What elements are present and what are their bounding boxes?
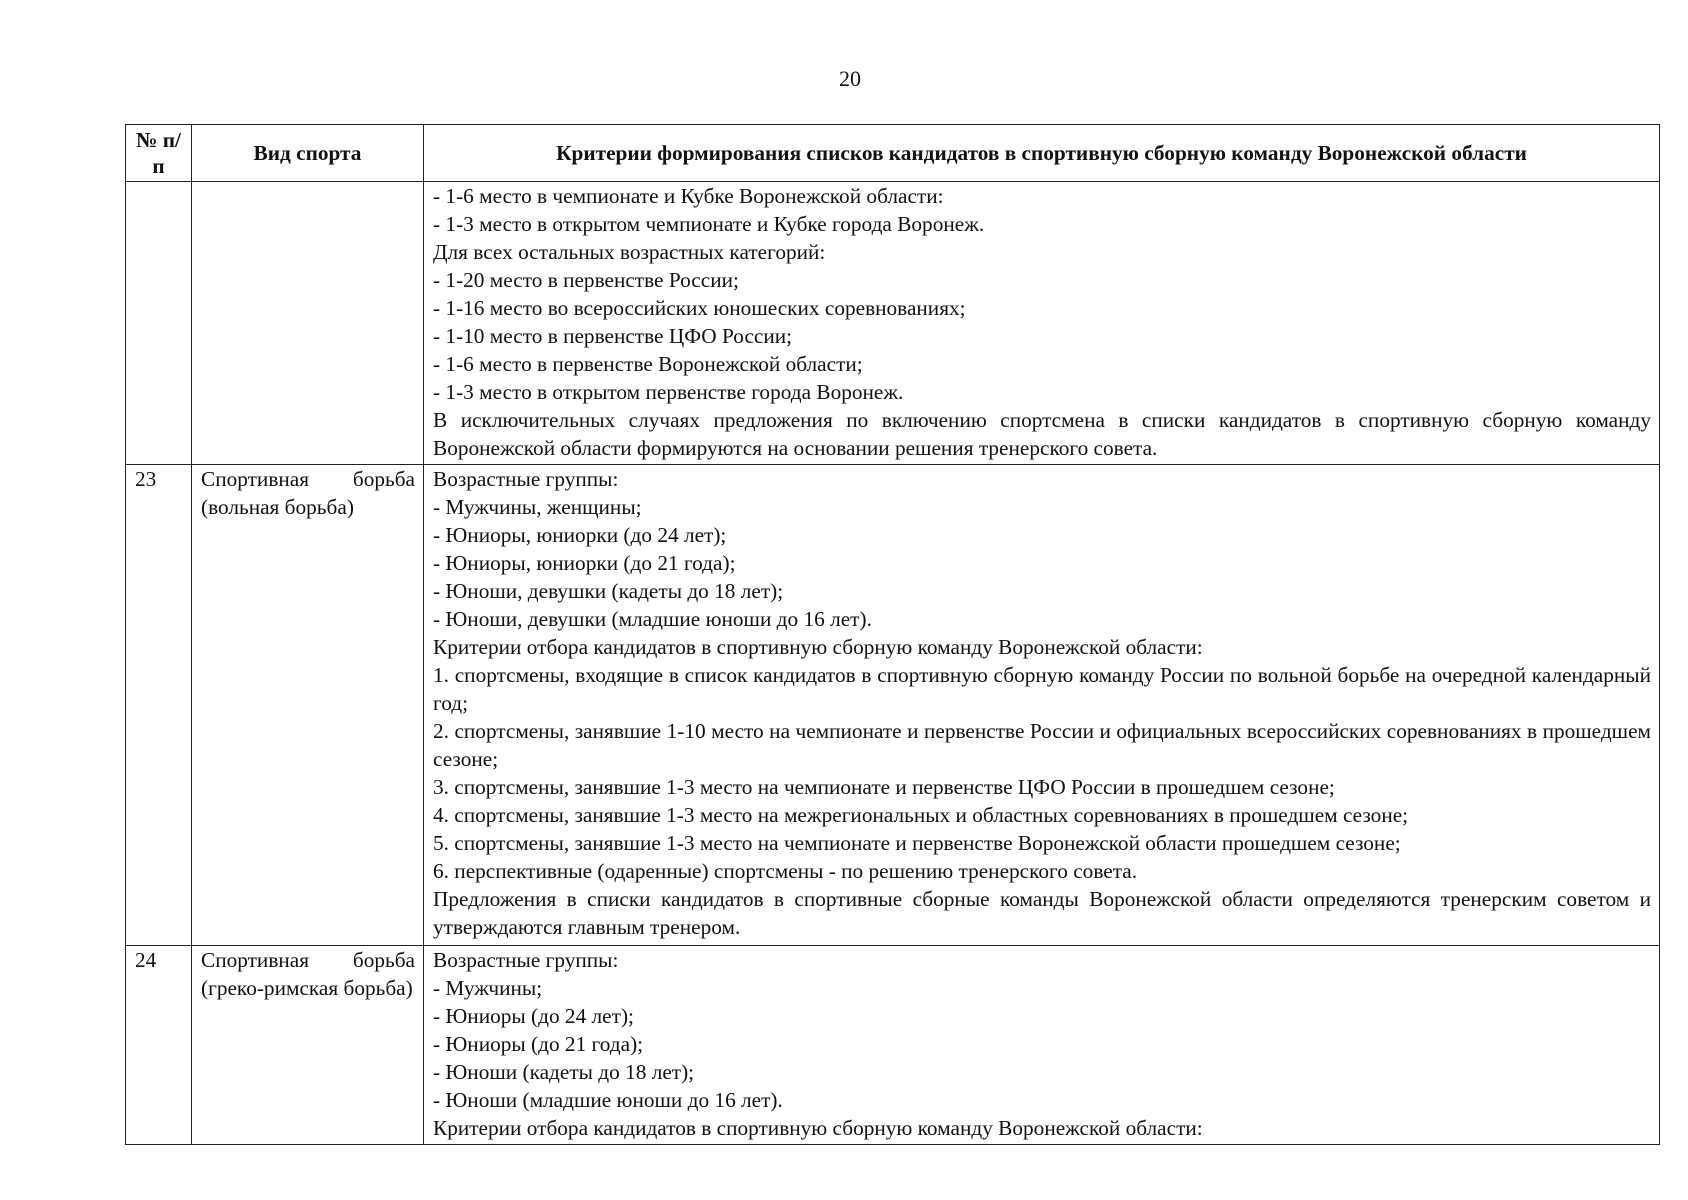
criteria-table xyxy=(125,124,1660,1145)
criteria-line: - 1-6 место в чемпионате и Кубке Воронежской области: xyxy=(433,184,944,208)
sport-name: Спортивная борьба (греко-римская борьба) xyxy=(192,946,424,1145)
criteria-line: - Юниоры, юниорки (до 21 года); xyxy=(433,551,736,575)
criteria-line: - Юниоры, юниорки (до 24 лет); xyxy=(433,523,727,547)
criteria-line: Возрастные группы: xyxy=(433,467,619,491)
criteria-line: - Юноши (младшие юноши до 16 лет). xyxy=(433,1088,783,1112)
criteria-cell xyxy=(424,465,1660,946)
criteria-line: - 1-16 место во всероссийских юношеских соревнованиях; xyxy=(433,296,966,320)
criteria-line: - 1-6 место в первенстве Воронежской области; xyxy=(433,352,863,376)
row-number xyxy=(126,182,192,465)
row-number: 23 xyxy=(126,465,192,946)
table-row xyxy=(126,182,1660,465)
criteria-line: - Юниоры (до 24 лет); xyxy=(433,1004,634,1028)
criteria-line: Предложения в списки кандидатов в спортивные сборные команды Воронежской области определяются тренерским советом и утверждаются главным тренером. xyxy=(433,887,1651,939)
criteria-line: 4. спортсмены, занявшие 1-3 место на межрегиональных и областных соревнованиях в прошедшем сезоне; xyxy=(433,803,1409,827)
header-criteria: Критерии формирования списков кандидатов в спортивную сборную команду Воронежской области xyxy=(424,125,1660,182)
header-sport: Вид спорта xyxy=(192,125,424,182)
criteria-line: Критерии отбора кандидатов в спортивную сборную команду Воронежской области: xyxy=(433,1116,1203,1140)
criteria-line: Для всех остальных возрастных категорий: xyxy=(433,240,826,264)
criteria-line: - 1-3 место в открытом чемпионате и Кубке города Воронеж. xyxy=(433,212,985,236)
sport-name: Спортивная борьба (вольная борьба) xyxy=(192,465,424,946)
header-number: № п/п xyxy=(126,125,192,182)
criteria-line: 5. спортсмены, занявшие 1-3 место на чемпионате и первенстве Воронежской области прошедшем сезоне; xyxy=(433,831,1401,855)
table-header xyxy=(126,125,1660,182)
criteria-line: - Юноши, девушки (кадеты до 18 лет); xyxy=(433,579,784,603)
criteria-line: Возрастные группы: xyxy=(433,948,619,972)
header-row xyxy=(126,125,1660,182)
criteria-cell xyxy=(424,946,1660,1145)
criteria-line: 1. спортсмены, входящие в список кандидатов в спортивную сборную команду России по вольной борьбе на очередной календарный год; xyxy=(433,663,1651,715)
criteria-line: - Юноши, девушки (младшие юноши до 16 лет). xyxy=(433,607,872,631)
criteria-line: В исключительных случаях предложения по включению спортсмена в списки кандидатов в спортивную сборную команду Воронежской области формируются на основании решения тренерского совета. xyxy=(433,408,1651,460)
criteria-line: - Мужчины, женщины; xyxy=(433,495,642,519)
table-row xyxy=(126,946,1660,1145)
criteria-line: - 1-10 место в первенстве ЦФО России; xyxy=(433,324,793,348)
criteria-line: 2. спортсмены, занявшие 1-10 место на чемпионате и первенстве России и официальных всероссийских соревнованиях в прошедшем сезоне; xyxy=(433,719,1651,771)
criteria-line: - Юноши (кадеты до 18 лет); xyxy=(433,1060,695,1084)
page-number: 20 xyxy=(839,66,861,91)
criteria-line: - Юниоры (до 21 года); xyxy=(433,1032,644,1056)
criteria-line: - 1-20 место в первенстве России; xyxy=(433,268,739,292)
criteria-line: 6. перспективные (одаренные) спортсмены - по решению тренерского совета. xyxy=(433,859,1138,883)
criteria-line: - 1-3 место в открытом первенстве города Воронеж. xyxy=(433,380,904,404)
criteria-line: 3. спортсмены, занявшие 1-3 место на чемпионате и первенстве ЦФО России в прошедшем сезоне; xyxy=(433,775,1335,799)
criteria-line: Критерии отбора кандидатов в спортивную сборную команду Воронежской области: xyxy=(433,635,1203,659)
sport-name xyxy=(192,182,424,465)
table-row xyxy=(126,465,1660,946)
row-number: 24 xyxy=(126,946,192,1145)
criteria-line: - Мужчины; xyxy=(433,976,543,1000)
criteria-cell xyxy=(424,182,1660,465)
